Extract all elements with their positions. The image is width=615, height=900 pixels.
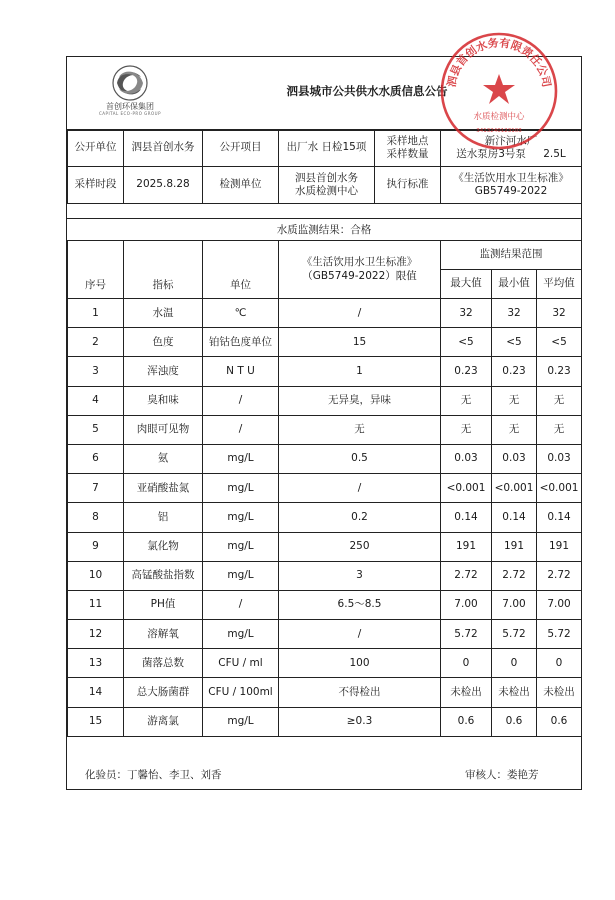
notice-document xyxy=(66,56,582,790)
cell-max: <5 xyxy=(441,328,492,357)
cell-min: 0.6 xyxy=(492,707,537,736)
cell-unit: 铂钴色度单位 xyxy=(203,328,279,357)
cell-limit: 15 xyxy=(279,328,441,357)
cell-unit: / xyxy=(203,590,279,619)
cell-limit: 100 xyxy=(279,649,441,678)
time-label: 采样时段 xyxy=(68,167,124,204)
header-unit: 单位 xyxy=(203,241,279,299)
header-range: 监测结果范围 xyxy=(441,241,582,270)
lab-label: 检测单位 xyxy=(203,167,279,204)
logo-subtext: CAPITAL ECO-PRO GROUP xyxy=(99,111,161,116)
header-no: 序号 xyxy=(68,241,124,299)
cell-no: 13 xyxy=(68,649,124,678)
cell-no: 15 xyxy=(68,707,124,736)
header-limit-line-2: （GB5749-2022）限值 xyxy=(302,269,417,282)
table-body xyxy=(68,299,582,737)
cell-no: 12 xyxy=(68,620,124,649)
cell-unit: mg/L xyxy=(203,532,279,561)
seal-ring-text: 泗县首创水务有限责任公司 xyxy=(444,36,554,89)
lab-value-line-1: 泗县首创水务 xyxy=(295,171,358,184)
cell-unit: mg/L xyxy=(203,620,279,649)
lab-value xyxy=(279,167,375,204)
cell-indicator: 菌落总数 xyxy=(124,649,203,678)
table-row xyxy=(68,561,582,590)
cell-min: 未检出 xyxy=(492,678,537,707)
cell-max: 191 xyxy=(441,532,492,561)
standard-value xyxy=(441,167,582,204)
cell-avg: 0 xyxy=(537,649,582,678)
cell-max: 未检出 xyxy=(441,678,492,707)
cell-min: 无 xyxy=(492,386,537,415)
header-indicator: 指标 xyxy=(124,241,203,299)
cell-max: 0 xyxy=(441,649,492,678)
table-row xyxy=(68,357,582,386)
site-value-line-1: 新汴河水厂 xyxy=(484,134,538,147)
cell-unit: CFU / ml xyxy=(203,649,279,678)
cell-max: 无 xyxy=(441,386,492,415)
table-row xyxy=(68,678,582,707)
cell-max: <0.001 xyxy=(441,474,492,503)
logo-text: 首创环保集团 xyxy=(106,102,154,111)
cell-avg: 无 xyxy=(537,415,582,444)
cell-limit: / xyxy=(279,299,441,328)
cell-limit: 6.5～8.5 xyxy=(279,590,441,619)
cell-avg: <0.001 xyxy=(537,474,582,503)
cell-max: 7.00 xyxy=(441,590,492,619)
cell-indicator: 亚硝酸盐氮 xyxy=(124,474,203,503)
header-limit xyxy=(279,241,441,299)
cell-min: 0.14 xyxy=(492,503,537,532)
table-row xyxy=(68,707,582,736)
cell-unit: mg/L xyxy=(203,503,279,532)
table-row xyxy=(68,590,582,619)
seal-code-text: 3413240123103 xyxy=(476,128,522,134)
standard-value-line-2: GB5749-2022 xyxy=(474,185,548,197)
cell-limit: ≥0.3 xyxy=(279,707,441,736)
cell-indicator: 色度 xyxy=(124,328,203,357)
cell-max: 2.72 xyxy=(441,561,492,590)
cell-min: 2.72 xyxy=(492,561,537,590)
table-header-row xyxy=(68,241,582,270)
cell-avg: 0.6 xyxy=(537,707,582,736)
item-value: 出厂水 日检15项 xyxy=(279,130,375,167)
cell-indicator: PH值 xyxy=(124,590,203,619)
cell-no: 11 xyxy=(68,590,124,619)
cell-limit: / xyxy=(279,620,441,649)
table-row xyxy=(68,415,582,444)
time-value: 2025.8.28 xyxy=(124,167,203,204)
site-label-line-1: 采样地点 xyxy=(386,134,429,147)
item-label: 公开项目 xyxy=(203,130,279,167)
cell-no: 10 xyxy=(68,561,124,590)
spacer-row xyxy=(67,202,581,219)
cell-no: 6 xyxy=(68,444,124,473)
cell-indicator: 游离氯 xyxy=(124,707,203,736)
footer xyxy=(67,733,581,789)
cell-indicator: 肉眼可见物 xyxy=(124,415,203,444)
cell-min: 191 xyxy=(492,532,537,561)
cell-limit: 无异臭，异味 xyxy=(279,386,441,415)
cell-indicator: 铝 xyxy=(124,503,203,532)
cell-unit: mg/L xyxy=(203,444,279,473)
cell-indicator: 总大肠菌群 xyxy=(124,678,203,707)
cell-unit: N T U xyxy=(203,357,279,386)
standard-label: 执行标准 xyxy=(375,167,441,204)
cell-limit: 250 xyxy=(279,532,441,561)
table-row xyxy=(68,328,582,357)
cell-max: 0.6 xyxy=(441,707,492,736)
cell-indicator: 氯化物 xyxy=(124,532,203,561)
cell-avg: 无 xyxy=(537,386,582,415)
cell-avg: 未检出 xyxy=(537,678,582,707)
table-row xyxy=(68,503,582,532)
cell-min: 0.23 xyxy=(492,357,537,386)
site-label xyxy=(375,130,441,167)
header-avg: 平均值 xyxy=(537,270,582,299)
header-min: 最小值 xyxy=(492,270,537,299)
cell-avg: 0.03 xyxy=(537,444,582,473)
cell-avg: 0.14 xyxy=(537,503,582,532)
cell-min: 5.72 xyxy=(492,620,537,649)
cell-max: 5.72 xyxy=(441,620,492,649)
cell-min: 0.03 xyxy=(492,444,537,473)
cell-limit: / xyxy=(279,474,441,503)
publisher-label: 公开单位 xyxy=(68,130,124,167)
cell-max: 0.23 xyxy=(441,357,492,386)
cell-min: <5 xyxy=(492,328,537,357)
page-title: 泗县城市公共供水水质信息公告 xyxy=(286,84,448,98)
cell-min: 无 xyxy=(492,415,537,444)
cell-max: 32 xyxy=(441,299,492,328)
cell-unit: mg/L xyxy=(203,474,279,503)
cell-limit: 1 xyxy=(279,357,441,386)
cell-min: 0 xyxy=(492,649,537,678)
cell-no: 5 xyxy=(68,415,124,444)
table-row xyxy=(68,620,582,649)
lab-value-line-2: 水质检测中心 xyxy=(295,185,358,197)
cell-limit: 无 xyxy=(279,415,441,444)
standard-value-line-1: 《生活饮用水卫生标准》 xyxy=(453,171,569,184)
cell-avg: <5 xyxy=(537,328,582,357)
cell-no: 7 xyxy=(68,474,124,503)
reviewer: 审核人：娄艳芳 xyxy=(465,769,539,781)
header-max: 最大值 xyxy=(441,270,492,299)
cell-no: 4 xyxy=(68,386,124,415)
cell-no: 8 xyxy=(68,503,124,532)
cell-no: 1 xyxy=(68,299,124,328)
official-seal-icon xyxy=(438,30,560,152)
cell-unit: CFU / 100ml xyxy=(203,678,279,707)
site-label-line-2: 采样数量 xyxy=(386,148,429,160)
table-row xyxy=(68,532,582,561)
cell-indicator: 高锰酸盐指数 xyxy=(124,561,203,590)
publisher-value: 泗县首创水务 xyxy=(124,130,203,167)
cell-limit: 0.5 xyxy=(279,444,441,473)
cell-unit: / xyxy=(203,386,279,415)
inspectors: 化验员：丁馨怡、李卫、刘香 xyxy=(85,769,222,781)
cell-limit: 3 xyxy=(279,561,441,590)
table-row xyxy=(68,299,582,328)
cell-unit: mg/L xyxy=(203,707,279,736)
cell-limit: 0.2 xyxy=(279,503,441,532)
cell-unit: ℃ xyxy=(203,299,279,328)
cell-no: 9 xyxy=(68,532,124,561)
cell-min: <0.001 xyxy=(492,474,537,503)
cell-avg: 32 xyxy=(537,299,582,328)
header-limit-line-1: 《生活饮用水卫生标准》 xyxy=(301,256,418,269)
cell-no: 2 xyxy=(68,328,124,357)
site-value-pump: 送水泵房3号泵 xyxy=(456,148,526,160)
cell-indicator: 溶解氧 xyxy=(124,620,203,649)
sample-quantity: 2.5L xyxy=(543,148,566,160)
table-row xyxy=(68,386,582,415)
cell-min: 32 xyxy=(492,299,537,328)
cell-unit: / xyxy=(203,415,279,444)
cell-indicator: 浑浊度 xyxy=(124,357,203,386)
cell-max: 无 xyxy=(441,415,492,444)
cell-limit: 不得检出 xyxy=(279,678,441,707)
cell-indicator: 氨 xyxy=(124,444,203,473)
cell-unit: mg/L xyxy=(203,561,279,590)
cell-avg: 0.23 xyxy=(537,357,582,386)
table-row xyxy=(68,474,582,503)
cell-max: 0.03 xyxy=(441,444,492,473)
table-row xyxy=(68,444,582,473)
cell-avg: 7.00 xyxy=(537,590,582,619)
quality-table xyxy=(67,240,582,737)
cell-avg: 2.72 xyxy=(537,561,582,590)
cell-min: 7.00 xyxy=(492,590,537,619)
cell-avg: 191 xyxy=(537,532,582,561)
cell-indicator: 臭和味 xyxy=(124,386,203,415)
result-summary: 水质监测结果：合格 xyxy=(67,219,581,241)
cell-avg: 5.72 xyxy=(537,620,582,649)
table-row xyxy=(68,649,582,678)
cell-no: 3 xyxy=(68,357,124,386)
cell-no: 14 xyxy=(68,678,124,707)
cell-indicator: 水温 xyxy=(124,299,203,328)
seal-center-text: 水质检测中心 xyxy=(473,112,525,122)
cell-max: 0.14 xyxy=(441,503,492,532)
